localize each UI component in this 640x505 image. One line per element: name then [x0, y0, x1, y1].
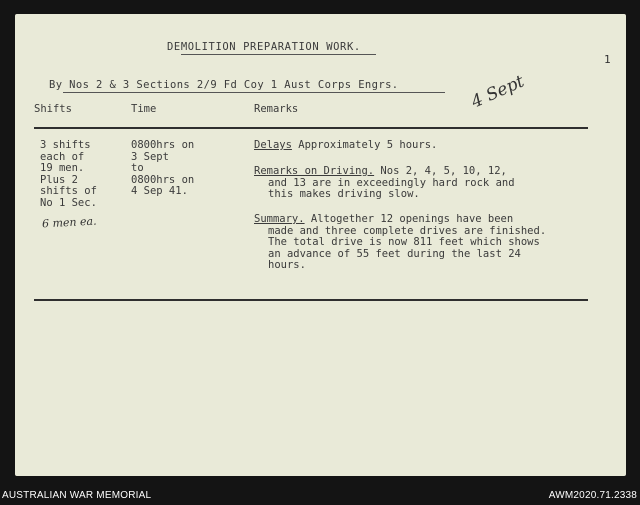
delays-label: Delays — [254, 139, 292, 151]
summary-text: made and three complete drives are finished. — [268, 224, 547, 237]
shifts-line: shifts of — [40, 185, 97, 198]
remarks-column — [254, 140, 437, 152]
summary-text: The total drive is now 811 feet which shows — [268, 236, 540, 249]
shifts-line: 19 men. — [40, 162, 85, 175]
shifts-column — [40, 140, 97, 210]
document-subtitle: By Nos 2 & 3 Sections 2/9 Fd Coy 1 Aust Corps Engrs. — [49, 79, 399, 91]
shifts-line: each of — [40, 150, 85, 163]
summary-text: Altogether 12 openings have been — [304, 213, 514, 225]
delays-text: Approximately 5 hours. — [291, 139, 438, 151]
time-line: 3 Sept — [131, 150, 169, 163]
footer-rule — [34, 299, 588, 301]
summary-text: hours. — [268, 259, 306, 272]
footer-source: AUSTRALIAN WAR MEMORIAL — [2, 490, 152, 501]
time-line: 0800hrs on — [131, 173, 195, 186]
column-header-shifts: Shifts — [34, 103, 72, 115]
time-line: to — [131, 162, 144, 175]
driving-text: and 13 are in exceedingly hard rock and — [268, 176, 515, 189]
time-line: 0800hrs on — [131, 139, 195, 151]
page-number: 1 — [604, 53, 611, 66]
shifts-line: No 1 Sec. — [40, 196, 97, 209]
driving-remark — [254, 166, 515, 201]
summary-remark — [254, 214, 546, 272]
time-column — [131, 140, 194, 198]
delays-remark — [254, 140, 437, 152]
driving-text: Nos 2, 4, 5, 10, 12, — [374, 165, 507, 177]
driving-text: this makes driving slow. — [268, 188, 420, 201]
handwritten-note: 6 men ea. — [41, 214, 97, 231]
subtitle-underline — [63, 92, 445, 93]
summary-label: Summary. — [254, 213, 305, 225]
title-underline — [181, 54, 376, 55]
summary-text: an advance of 55 feet during the last 24 — [268, 247, 521, 260]
shifts-line: Plus 2 — [40, 173, 78, 186]
document-title: DEMOLITION PREPARATION WORK. — [167, 41, 361, 53]
header-rule — [34, 127, 588, 129]
column-header-remarks: Remarks — [254, 103, 299, 115]
handwritten-date: 4 Sept — [468, 71, 528, 113]
footer-accession-number: AWM2020.71.2338 — [548, 490, 637, 501]
driving-label: Remarks on Driving. — [254, 165, 375, 177]
shifts-line: 3 shifts — [40, 139, 91, 151]
time-line: 4 Sep 41. — [131, 185, 188, 198]
column-header-time: Time — [131, 103, 157, 115]
